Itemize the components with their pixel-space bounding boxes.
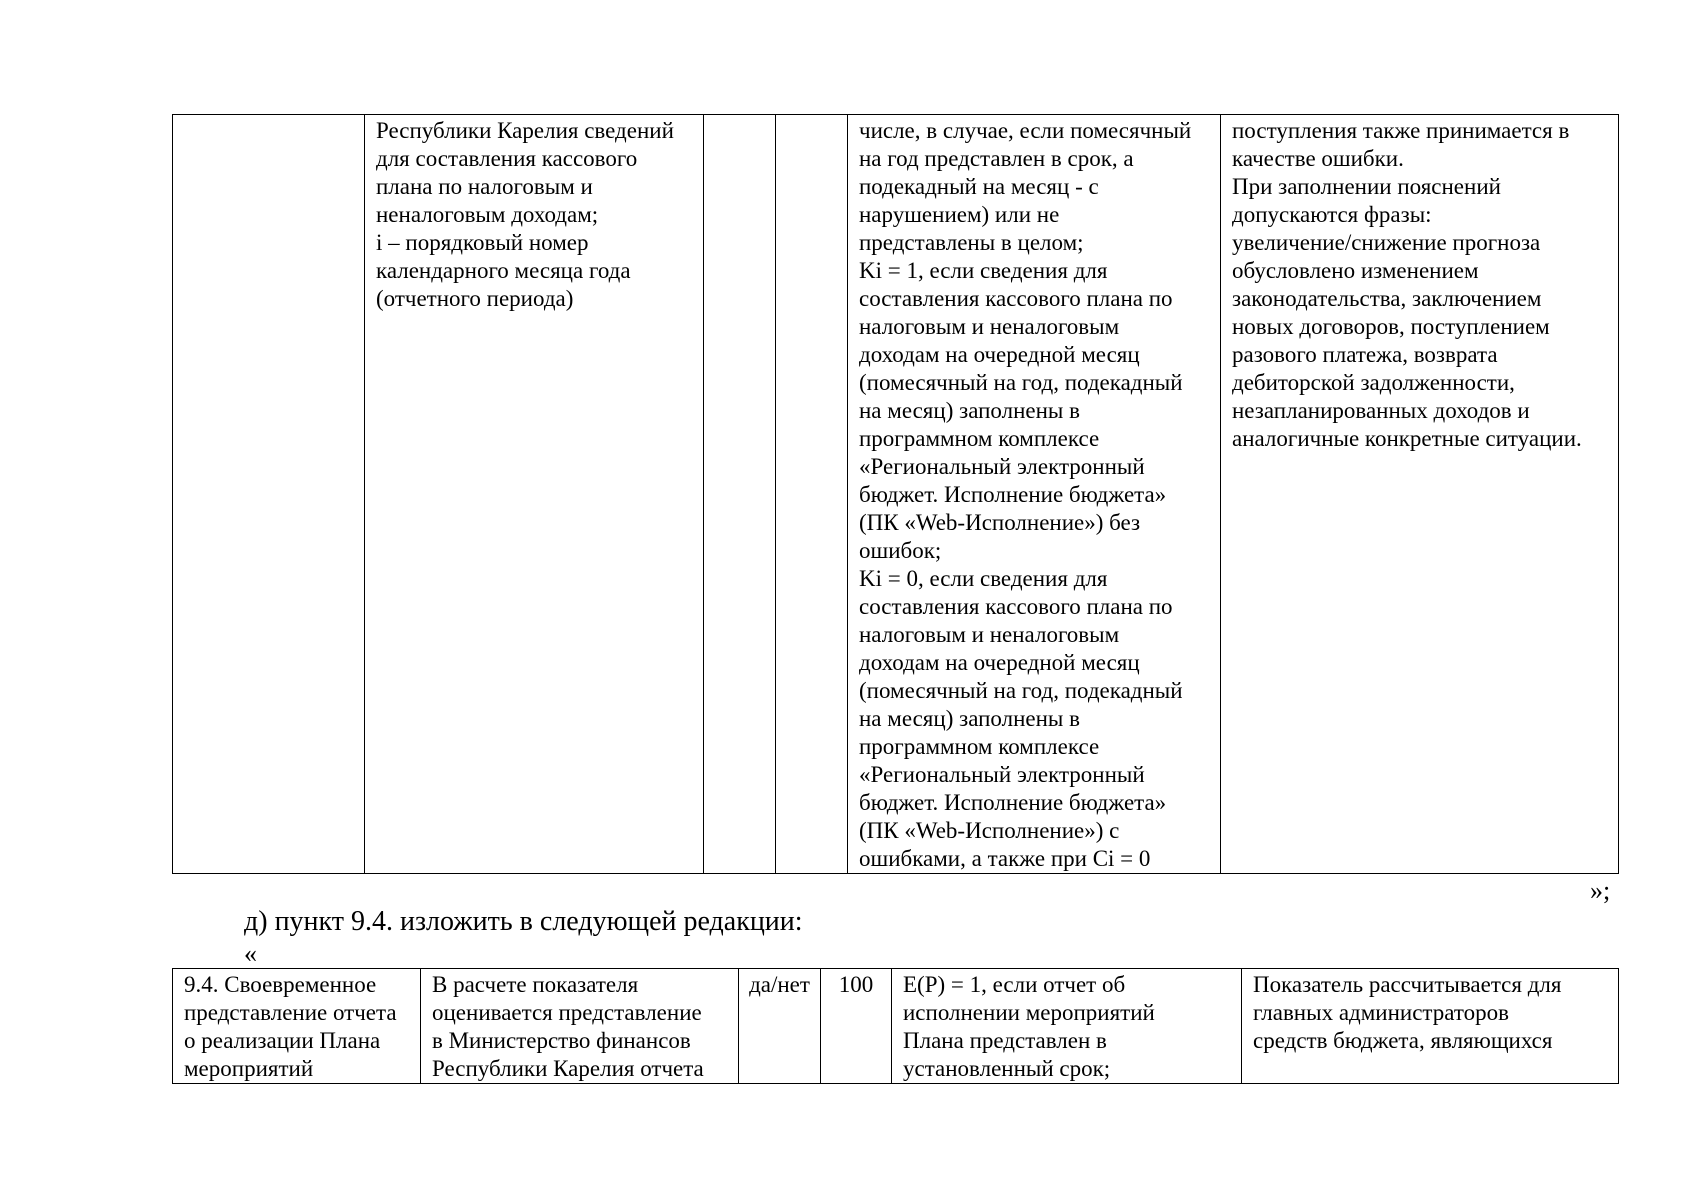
cell-weight: [776, 115, 848, 874]
amendment-instruction: д) пункт 9.4. изложить в следующей редакции:: [244, 906, 803, 937]
criteria-table-continuation: [172, 114, 1619, 874]
criteria-table-9-4: [172, 968, 1619, 1084]
cell-calculation-description: Республики Карелия сведений для составления кассового плана по налоговым и неналоговым доходам; i – порядковый номер календарного месяца года (отчетного периода): [365, 115, 704, 874]
cell-indicator-name: 9.4. Своевременное представление отчета о реализации Плана мероприятий: [173, 969, 421, 1084]
cell-calculation-description: В расчете показателя оценивается представление в Министерство финансов Республики Карелия отчета: [421, 969, 739, 1084]
cell-indicator-name: [173, 115, 365, 874]
cell-unit: [704, 115, 776, 874]
table-row: [173, 115, 1619, 874]
cell-notes: поступления также принимается в качестве ошибки. При заполнении пояснений допускаются фразы: увеличение/снижение прогноза обусловлено изменением законодательства, заключением новых договоров, поступлением разового платежа, возврата дебиторской задолженности, незапланированных доходов и аналогичные конкретные ситуации.: [1221, 115, 1619, 874]
cell-notes: Показатель рассчитывается для главных администраторов средств бюджета, являющихся: [1242, 969, 1619, 1084]
cell-unit: да/нет: [739, 969, 821, 1084]
cell-weight: 100: [821, 969, 892, 1084]
opening-quote: «: [244, 939, 257, 968]
cell-formula-conditions: числе, в случае, если помесячный на год представлен в срок, а подекадный на месяц - с нарушением) или не представлены в целом; Ki = 1, если сведения для составления кассового плана по налоговым и неналоговым доходам на очередной месяц (помесячный на год, подекадный на месяц) заполнены в программном комплексе «Региональный электронный бюджет. Исполнение бюджета» (ПК «Web-Исполнение») без ошибок; Ki = 0, если сведения для составления кассового плана по налоговым и неналоговым доходам на очередной месяц (помесячный на год, подекадный на месяц) заполнены в программном комплексе «Региональный электронный бюджет. Исполнение бюджета» (ПК «Web-Исполнение») с ошибками, а также при Ci = 0: [848, 115, 1221, 874]
cell-formula-conditions: E(P) = 1, если отчет об исполнении мероприятий Плана представлен в установленный срок;: [892, 969, 1242, 1084]
closing-quote: »;: [1590, 876, 1611, 905]
table-row: [173, 969, 1619, 1084]
